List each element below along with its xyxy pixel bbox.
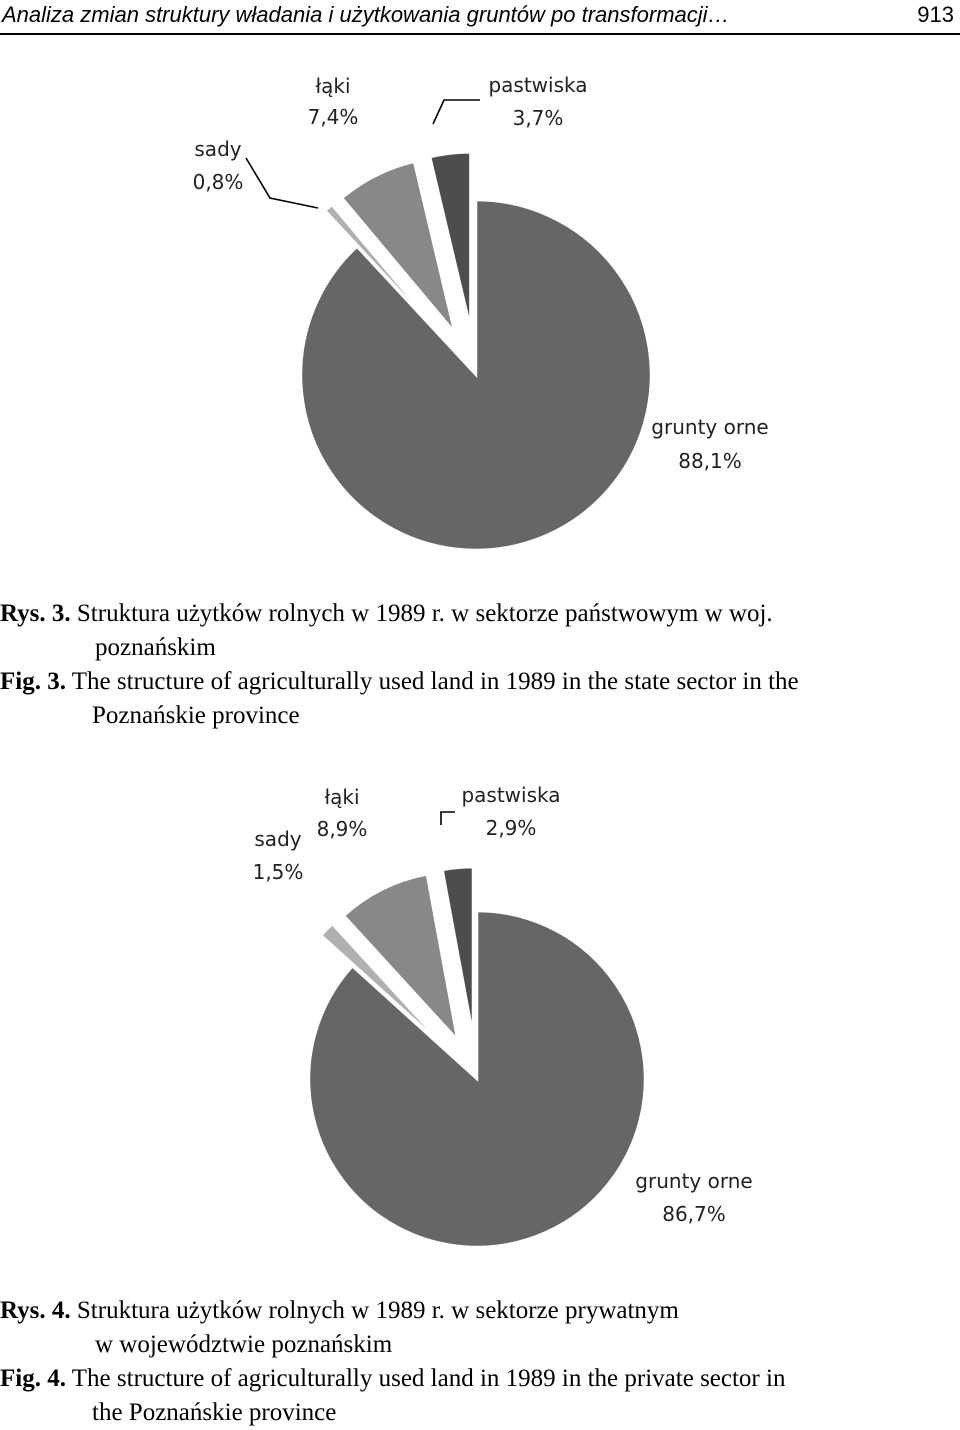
pie-chart-state-sector [0, 40, 960, 600]
figure-3-caption-pl-line2: poznańskim [95, 634, 216, 661]
pie-chart-private-sector [0, 770, 960, 1290]
slice-label-sady: sady [254, 827, 302, 851]
slice-value-laki: 7,4% [307, 105, 359, 129]
figure-3-label-en: Fig. 3. [0, 668, 66, 695]
slice-value-sady: 1,5% [252, 860, 304, 884]
slice-value-grunty-orne: 88,1% [678, 449, 742, 473]
figure-3-caption-en-line2: Poznańskie province [92, 702, 300, 729]
slice-value-grunty-orne: 86,7% [662, 1202, 726, 1226]
figure-4-caption-pl-line2: w województwie poznańskim [95, 1331, 393, 1358]
slice-value-pastwiska: 3,7% [512, 106, 564, 130]
slice-value-sady: 0,8% [192, 170, 244, 194]
slice-value-laki: 8,9% [316, 817, 368, 841]
leader-line-pastwiska [433, 100, 480, 124]
figure-3-caption-pl-line1: Struktura użytków rolnych w 1989 r. w sektorze państwowym w woj. [76, 600, 773, 627]
slice-label-laki: łąki [324, 785, 360, 809]
figure-4-caption-en-line2: the Poznańskie province [92, 1399, 337, 1426]
page-number: 913 [917, 2, 954, 27]
slice-value-pastwiska: 2,9% [485, 816, 537, 840]
slice-label-grunty-orne: grunty orne [651, 415, 769, 439]
figure-4-label-en: Fig. 4. [0, 1365, 66, 1392]
figure-3-caption-en-line1: The structure of agriculturally used land in 1989 in the state sector in the [71, 668, 799, 695]
leader-line-pastwiska [441, 812, 455, 825]
figure-3-label-pl: Rys. 3. [0, 600, 71, 627]
figure-4-caption-pl-line1: Struktura użytków rolnych w 1989 r. w sektorze prywatnym [76, 1297, 679, 1324]
figure-4-caption [0, 1294, 960, 1430]
figure-4-label-pl: Rys. 4. [0, 1297, 71, 1324]
slice-label-grunty-orne: grunty orne [635, 1169, 753, 1193]
figure-4-caption-en-line1: The structure of agriculturally used land in 1989 in the private sector in [71, 1365, 786, 1392]
slice-label-sady: sady [194, 137, 242, 161]
running-head [0, 0, 960, 35]
running-head-title: Analiza zmian struktury władania i użytkowania gruntów po transformacji… [2, 2, 730, 27]
slice-label-laki: łąki [315, 74, 351, 98]
figure-3-caption [0, 597, 960, 733]
pie-slice-grunty-orne [301, 200, 651, 550]
slice-label-pastwiska: pastwiska [488, 73, 588, 97]
slice-label-pastwiska: pastwiska [461, 783, 561, 807]
leader-line-sady [246, 158, 318, 208]
